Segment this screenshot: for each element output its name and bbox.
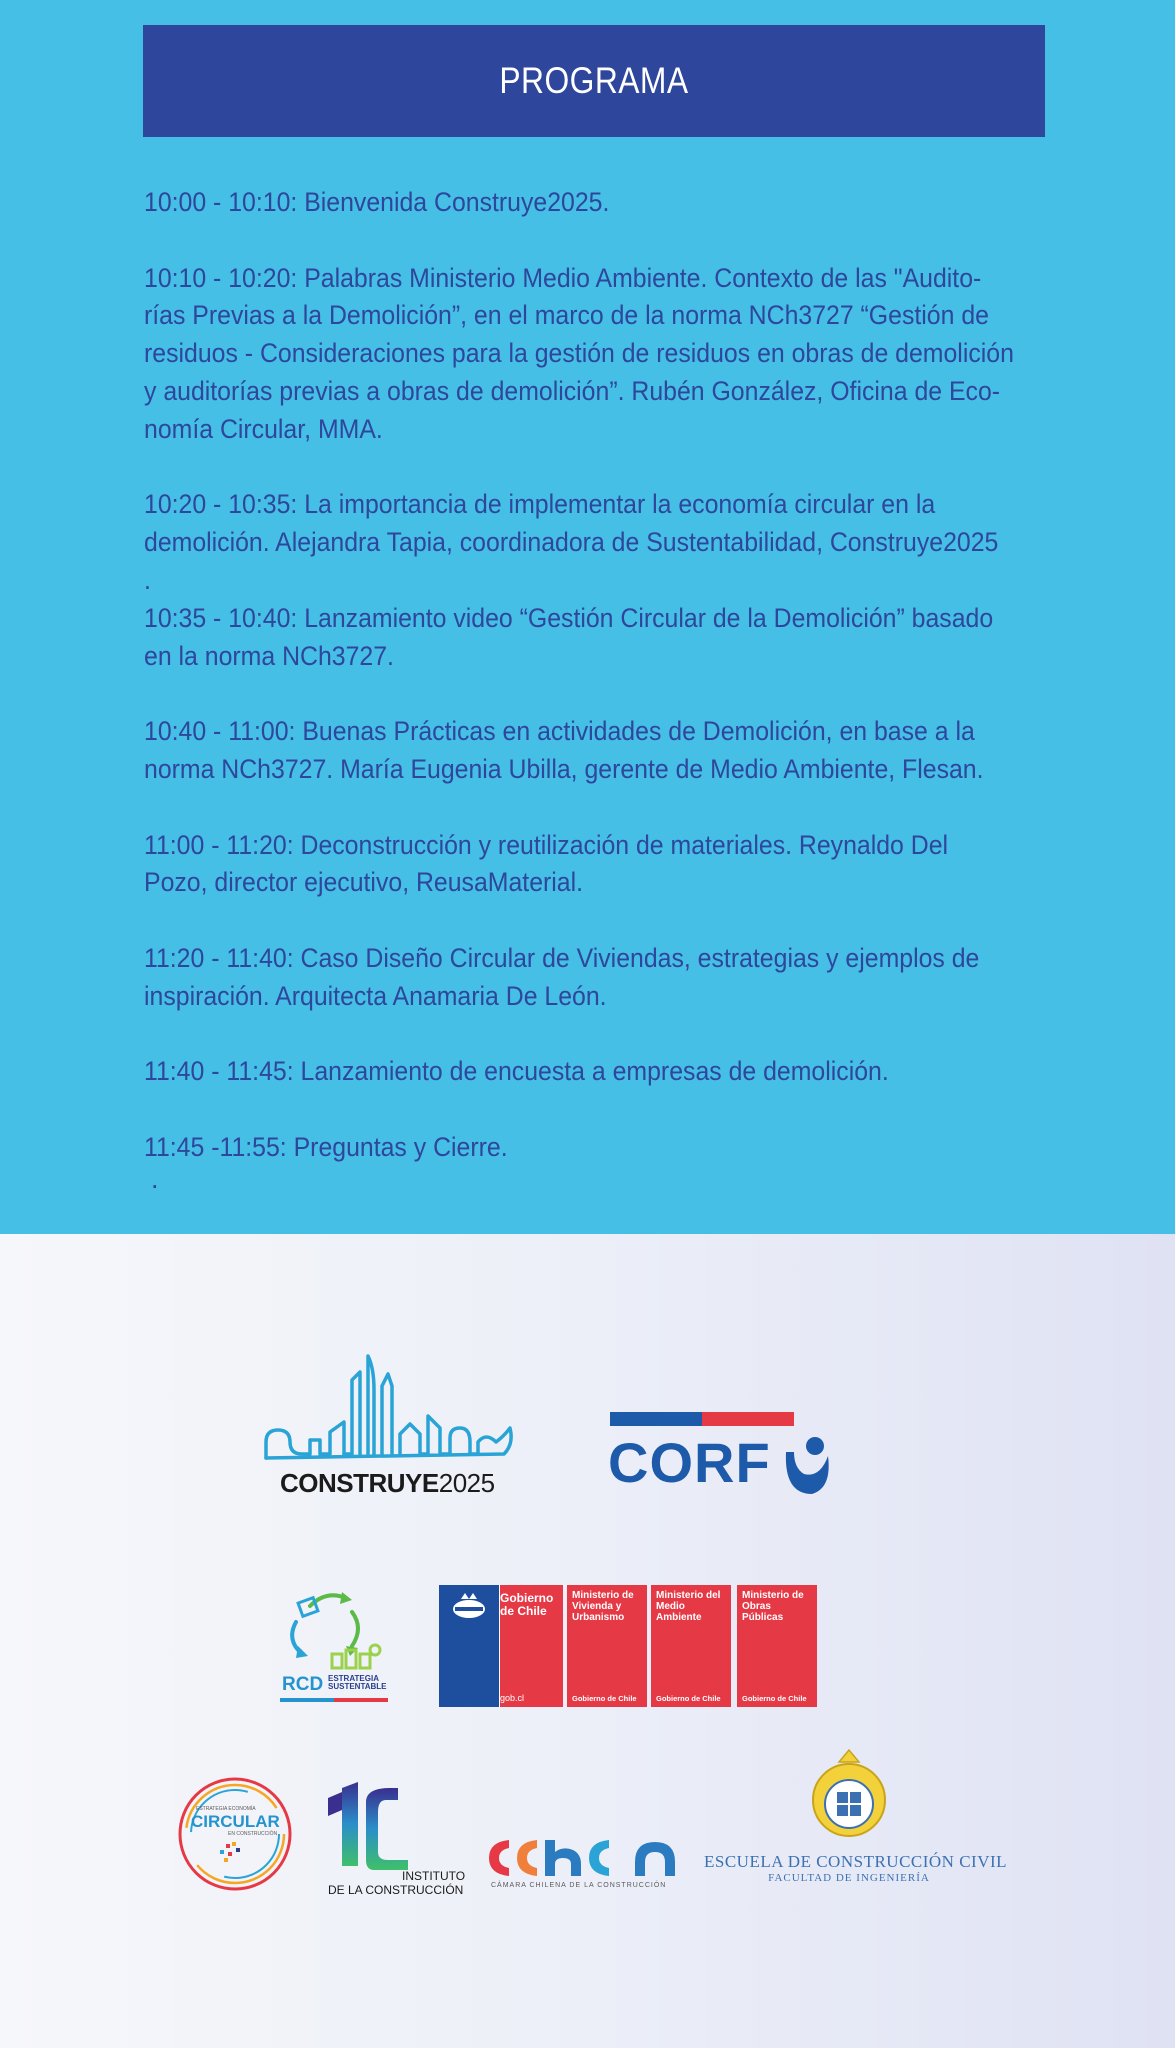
ministerio-title bbox=[572, 1590, 634, 1623]
program-line: Pozo, director ejecutivo, ReusaMaterial. bbox=[144, 867, 584, 898]
program-item bbox=[144, 940, 1049, 1016]
circular-logo bbox=[176, 1772, 294, 1896]
ministerio-title-line: Públicas bbox=[742, 1612, 784, 1623]
gobierno-de-chile-logo bbox=[439, 1585, 819, 1707]
instituto-ic-icon bbox=[328, 1782, 468, 1872]
ministerio-title-line: Obras bbox=[742, 1601, 771, 1612]
construye-wordmark bbox=[280, 1468, 495, 1499]
ministerio-title-line: Ministerio del bbox=[656, 1590, 721, 1601]
page-title: PROGRAMA bbox=[499, 60, 689, 101]
cchc-mark-icon bbox=[485, 1832, 685, 1882]
program-line: 10:20 - 10:35: La importancia de implementar la economía circular en la bbox=[144, 489, 936, 520]
program-line: rías Previas a la Demolición”, en el marco de la norma NCh3727 “Gestión de bbox=[144, 300, 989, 331]
instituto-line1: INSTITUTO bbox=[402, 1869, 466, 1883]
instituto-construccion-logo bbox=[328, 1782, 468, 1902]
cchc-logo bbox=[485, 1832, 685, 1898]
program-item bbox=[144, 486, 1049, 599]
program-line: 11:20 - 11:40: Caso Diseño Circular de Viviendas, estrategias y ejemplos de bbox=[144, 942, 980, 973]
program-line: 10:35 - 10:40: Lanzamiento video “Gestión Circular de la Demolición” basado bbox=[144, 602, 994, 633]
program-item bbox=[144, 1053, 1049, 1091]
ministerio-title-line: Ministerio de bbox=[572, 1590, 634, 1601]
rcd-logo bbox=[280, 1588, 392, 1706]
corfo-logo bbox=[608, 1412, 838, 1502]
program-item bbox=[144, 1129, 1049, 1167]
construye2025-logo bbox=[264, 1350, 534, 1500]
program-line: residuos - Consideraciones para la gestión de residuos en obras de demolición bbox=[144, 338, 1014, 369]
program-line: 10:40 - 11:00: Buenas Prácticas en actividades de Demolición, en base a la bbox=[144, 716, 975, 747]
ministerio-obras-publicas-block bbox=[737, 1585, 817, 1707]
program-item bbox=[144, 713, 1049, 789]
trailing-dot: . bbox=[151, 1164, 159, 1194]
ministerio-title-line: Urbanismo bbox=[572, 1612, 625, 1623]
header-banner bbox=[143, 25, 1045, 137]
program-item bbox=[144, 184, 1049, 222]
ministerio-footer: Gobierno de Chile bbox=[656, 1694, 721, 1703]
program-line: 10:10 - 10:20: Palabras Ministerio Medio Ambiente. Contexto de las "Audito- bbox=[144, 262, 982, 293]
program-line: en la norma NCh3727. bbox=[144, 640, 394, 671]
program-line: 11:45 -11:55: Preguntas y Cierre. bbox=[144, 1131, 508, 1162]
program-item bbox=[144, 600, 1049, 676]
rcd-wordmark: RCD bbox=[282, 1674, 324, 1695]
ministerio-title-line: Medio bbox=[656, 1601, 685, 1612]
ministerio-medio-ambiente-block bbox=[651, 1585, 731, 1707]
ministerio-title-line: Ambiente bbox=[656, 1612, 702, 1623]
ministerio-title bbox=[742, 1590, 804, 1623]
program-line: inspiración. Arquitecta Anamaria De León. bbox=[144, 980, 607, 1011]
program-line: 10:00 - 10:10: Bienvenida Construye2025. bbox=[144, 187, 610, 217]
gobierno-title-2: de Chile bbox=[500, 1604, 547, 1618]
circular-wordmark: CIRCULAR bbox=[191, 1812, 280, 1831]
university-seal-icon bbox=[704, 1748, 1004, 1852]
gobierno-main-block bbox=[439, 1585, 563, 1707]
construye-year: 2025 bbox=[438, 1468, 495, 1498]
program-line: demolición. Alejandra Tapia, coordinadora de Sustentabilidad, Construye2025 bbox=[144, 527, 999, 558]
ministerio-title-line: Vivienda y bbox=[572, 1601, 622, 1612]
ministerio-footer: Gobierno de Chile bbox=[742, 1694, 807, 1703]
gobierno-title bbox=[500, 1592, 553, 1618]
rcd-sub1: ESTRATEGIA bbox=[328, 1674, 379, 1683]
ministerio-title bbox=[656, 1590, 720, 1623]
construye-brand: CONSTRUYE bbox=[280, 1468, 439, 1498]
program-line: 11:00 - 11:20: Deconstrucción y reutilización de materiales. Reynaldo Del bbox=[144, 829, 949, 860]
program-line: 11:40 - 11:45: Lanzamiento de encuesta a empresas de demolición. bbox=[144, 1056, 889, 1087]
program-line: nomía Circular, MMA. bbox=[144, 413, 383, 444]
gobierno-footer: gob.cl bbox=[500, 1693, 525, 1703]
program-list bbox=[144, 184, 1049, 1205]
escuela-construccion-civil-logo bbox=[704, 1748, 1008, 1888]
cchc-subtitle: CÁMARA CHILENA DE LA CONSTRUCCIÓN bbox=[491, 1882, 667, 1889]
ministerio-footer: Gobierno de Chile bbox=[572, 1694, 637, 1703]
escuela-subtitle: FACULTAD DE INGENIERÍA bbox=[768, 1872, 930, 1884]
program-item bbox=[144, 827, 1049, 903]
ministerio-title-line: Ministerio de bbox=[742, 1590, 804, 1601]
instituto-line2: DE LA CONSTRUCCIÓN bbox=[328, 1883, 464, 1897]
program-item bbox=[144, 260, 1049, 449]
program-line: y auditorías previas a obras de demolición”. Rubén González, Oficina de Eco- bbox=[144, 375, 1001, 406]
rcd-subtitle bbox=[328, 1675, 387, 1691]
rcd-sub2: SUSTENTABLE bbox=[328, 1682, 387, 1691]
escuela-title: ESCUELA DE CONSTRUCCIÓN CIVIL bbox=[704, 1852, 1008, 1871]
skyline-icon bbox=[264, 1350, 534, 1470]
circular-bottom-text: EN CONSTRUCCIÓN bbox=[228, 1831, 278, 1837]
program-line: norma NCh3727. María Eugenia Ubilla, gerente de Medio Ambiente, Flesan. bbox=[144, 753, 984, 784]
gobierno-title-1: Gobierno bbox=[500, 1591, 554, 1605]
ministerio-vivienda-block bbox=[567, 1585, 647, 1707]
program-line: . bbox=[144, 564, 151, 595]
corfo-wordmark: CORF bbox=[608, 1431, 771, 1494]
circular-top-text: ESTRATEGIA ECONOMÍA bbox=[196, 1806, 256, 1812]
